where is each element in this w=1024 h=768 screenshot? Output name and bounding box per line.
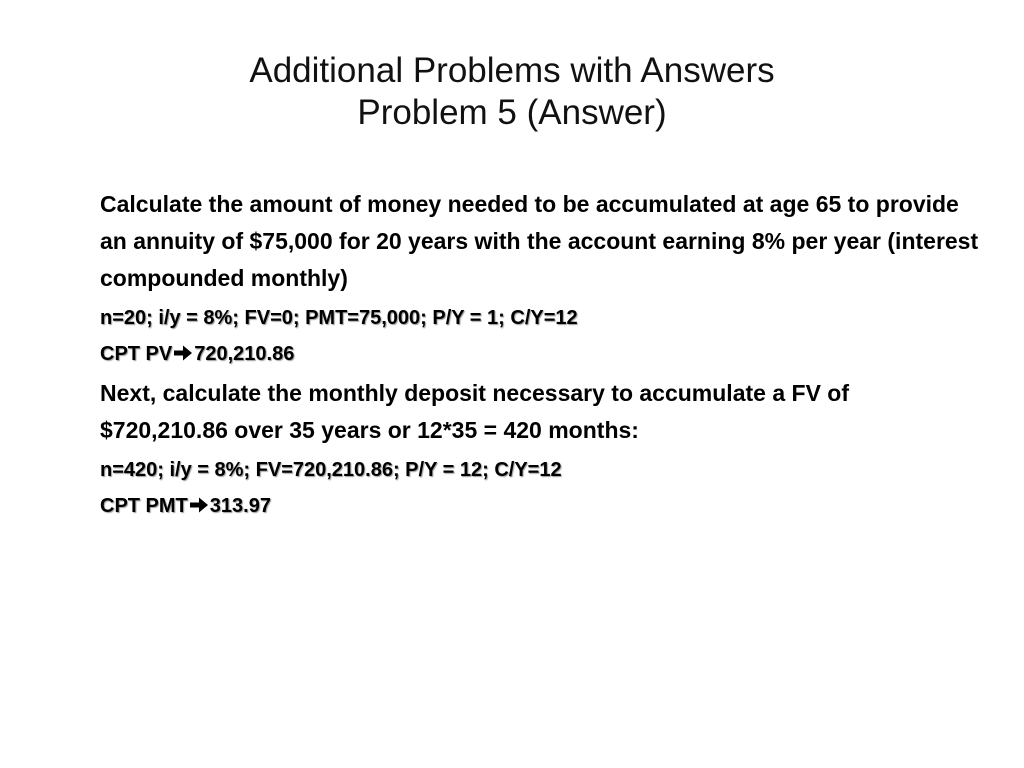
slide-body <box>100 186 980 521</box>
next-step-text: Next, calculate the monthly deposit necessary to accumulate a FV of $720,210.86 over 35 years or 12*35 = 420 months: <box>100 380 850 443</box>
title-line-1: Additional Problems with Answers <box>249 51 775 90</box>
slide-title <box>60 50 964 134</box>
question-text: Calculate the amount of money needed to be accumulated at age 65 to provide an annuity of $75,000 for 20 years with the account earning 8% per year (interest compounded monthly) <box>100 191 979 291</box>
inputs-line-2: n=420; i/y = 8%; FV=720,210.86; P/Y = 12; C/Y=12 <box>100 459 562 481</box>
right-arrow-icon <box>173 344 193 362</box>
right-arrow-icon <box>189 496 209 514</box>
inputs-line-1: n=20; i/y = 8%; FV=0; PMT=75,000; P/Y = 1; C/Y=12 <box>100 307 578 329</box>
compute-2-label: CPT PMT <box>100 495 188 517</box>
compute-1-label: CPT PV <box>100 343 173 365</box>
compute-1-result: 720,210.86 <box>194 343 295 365</box>
compute-line-1 <box>100 339 980 369</box>
compute-2-result: 313.97 <box>209 495 271 517</box>
title-line-2: Problem 5 (Answer) <box>357 93 667 132</box>
compute-line-2 <box>100 491 980 521</box>
